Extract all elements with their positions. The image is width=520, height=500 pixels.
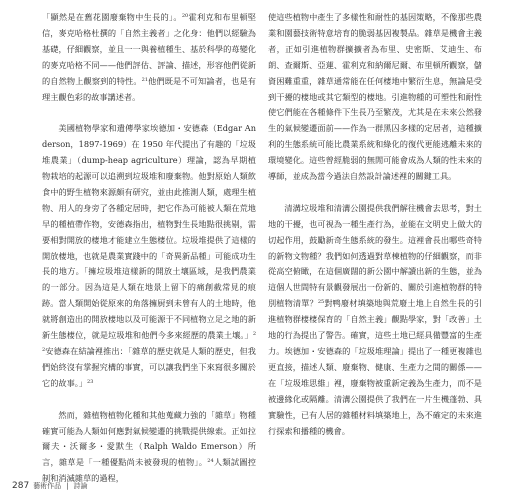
- right-column: [268, 10, 482, 439]
- paragraph-text: 安德森在結論裡推出：「雜草的歷史就是人類的歷史，但我們始終沒有掌握究構的事實，可以讓我們坐下來寫很多關於它的故事。」: [42, 346, 256, 388]
- page-number: 287: [12, 481, 30, 491]
- paragraph: [268, 10, 482, 185]
- paragraph-text: 人類試圖控制和消滅雜草的過程，: [42, 457, 256, 484]
- left-column: [42, 10, 256, 487]
- paragraph-text: 清溝垃圾堆和清溝公園提供我們解往機會去思考，對土地的干擾，也可視為一種生產行為，並能在文明史上做大的切起作用，鼓勵新奇生態系統的發生。這裡會長出哪些奇特的新物文物種？我們如何透過對草棟植物的仔細觀察，而非從高空俯瞰，在這個廣闊的新公園中解讀出新的生態，並為這個人世間特有景觀發展出一份新的、關於引進植物群的特別植物清單？: [268, 202, 482, 309]
- paragraph-text: 然而，雜植物植物化種和其他蒐藏力強的「雜草」物種確實可能為人類如何應對氣候變遷的挑戰提供線索。正如拉爾夫・沃爾多・愛默生（Ralph Waldo Emerson）所言，雜草是「一種優點尚未被發現的植物」。: [42, 409, 256, 468]
- paragraph-text: 他們既是不可知論者，也是有理主觀色彩的故事講述者。: [42, 75, 256, 102]
- paragraph-text: 美國植物學家和遺傳學家埃德加・安德森（Edgar Anderson，1897-1969）在 1950 年代提出了有趣的「垃圾堆農業」（dump-heap agriculture）理論，認為早期植物栽培的起源可以追溯到垃圾堆和廢棄物。他對原始人類飲食中的野生植物來源頗有研究，並由此推測人類，處理生植物、用人的身旁了各種定居時，把它作為可能被人類在荒地早的種植帶作物，安德森指出，植物對生長地點很挑剔，需要相對開放的棲地才能建立生態棲位。垃圾堆提供了這樣的開放棲地，也就是農業實踐中的「奇異新品種」可能成功生長的地方。「擁垃圾堆這樣新的開放土壤區域，是我們農業的一部分。因為這是人類在地景上留下的痛創截常見的痕跡。當人類開始從原來的角落擁厨到未曾有人的土地時，他就將創造出的開放棲地以及可能源于不同植物立足之地的新新生態棲位，就是垃圾堆和他們今多來經歷的農業土壤。」: [42, 123, 256, 341]
- footer-chapter: 詩論: [73, 482, 88, 490]
- footer-separator: |: [66, 482, 69, 490]
- paragraph-text: 對鸭廢材填築地與荒廢土地上自然生長的引進植物群棲棲保育的「自然主義」觀點學家，對「改善」土地的行為提出了警告。確實，這些土地已經具備豐富的生產力。埃德加・安德森的「垃圾堆理論」提出了一種更複雜也更直接，描述人類、廢棄物、健康、生產力之間的關係——在「垃圾堆思維」裡，廢棄物被重新定義為生產力，而不是被邊緣化或隔離。清溝公園提供了我們在一片生機蓬勃、具實驗性，已有人居的雜種材料填築地上，為不確定的未來進行探索和播種的機會。: [268, 298, 482, 436]
- paragraph: [42, 10, 256, 105]
- footer-section: 藝術作品: [33, 482, 62, 490]
- footnote-ref: 24: [207, 458, 214, 465]
- paragraph-text: 霍利克和布里頓堅信，麥克哈格杜撰的「自然主義者」之化身：他們以經驗為基礎，仔細觀察，並且一一與養植種生、基於科學的苺變化的麥克哈格不同——他們評估、評論、描述，形容他們從新的自然物上觀察到的特性。: [42, 12, 256, 86]
- footnote-ref: 20: [181, 13, 189, 19]
- paragraph: [268, 201, 482, 440]
- page-footer: [12, 481, 88, 491]
- footnote-ref: 22: [42, 331, 256, 354]
- footnote-ref: 21: [141, 76, 149, 83]
- paragraph-text: 「顯然是在舊花園廢棄物中生長的」。: [42, 12, 182, 22]
- paragraph: [42, 121, 256, 391]
- footnote-ref: 25: [317, 299, 325, 306]
- paragraph: [42, 408, 256, 488]
- paragraph-text: 使這些植物中產生了多樣性和耐性的基因策略，不像那些農業和園藝技術特意培育的脆弱基因複製品。雜草是機會主義者，正如引進植物群擴擴者為布里、史密斯、艾迪生、布朗、查爾斯、亞蓮、霍利克和納爾尼爾、布里頓所觀察，儲資困難重重，雜草通常能在任何棲地中繁衍生息，無論是受到干擾的棲地或其它類型的棲地。引進物種的可塑性和耐性使它們能在各種條件下生長乃至繁茂，尤其是在未來公然發生的氣候變遷面前——作為一群黑囚多樣的定居者，這種擴利的生態系統可能比農業系統和綠化的復代更能逃離未來的環境變化。這些曾經脆弱的無閒可能會成為人類的性未來的導師，並成為當今過法自然設計論述裡的關鍵工具。: [268, 12, 482, 182]
- footnote-ref: 23: [87, 378, 94, 385]
